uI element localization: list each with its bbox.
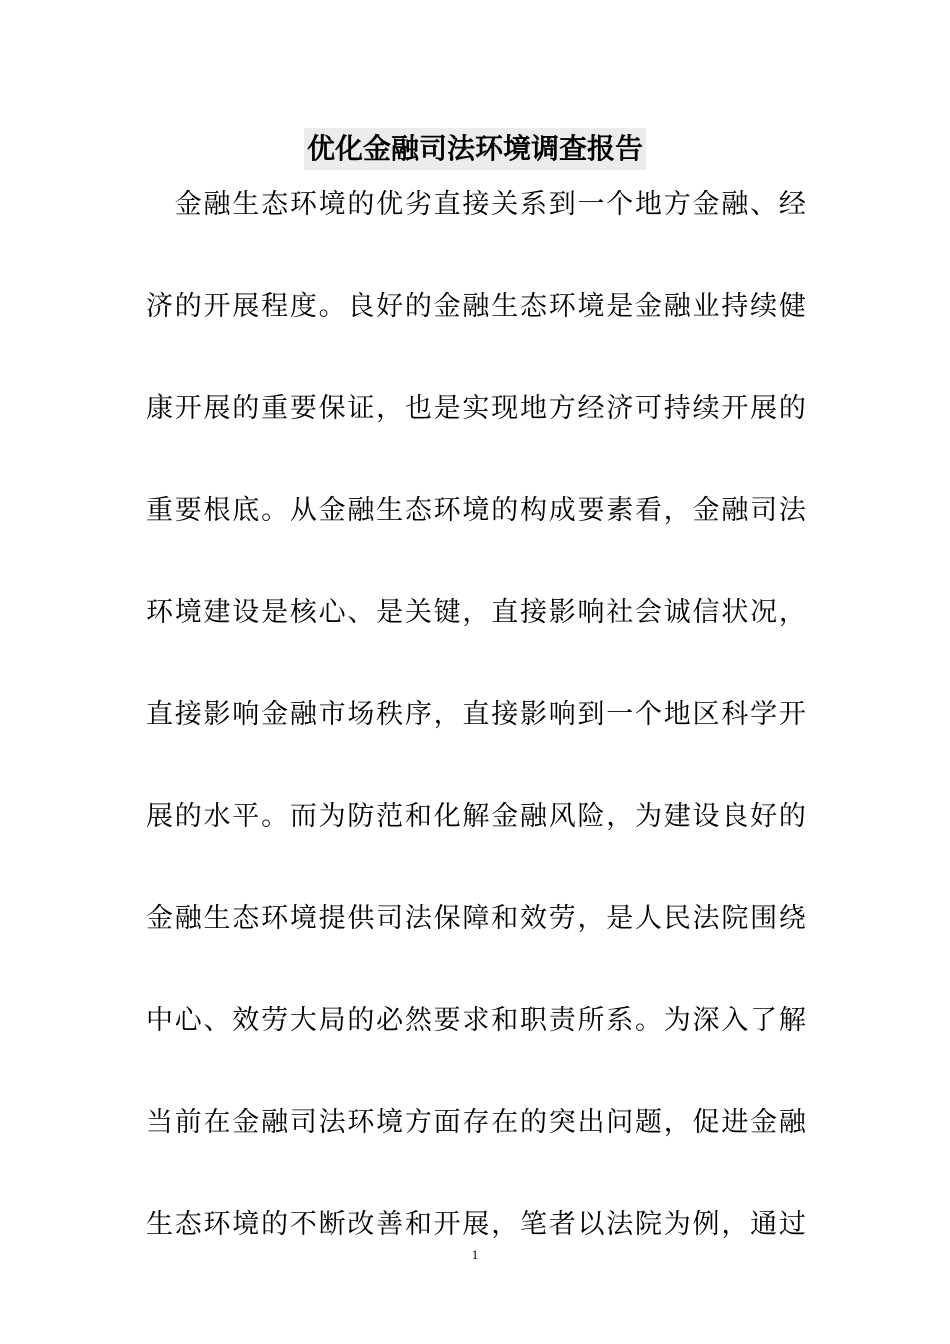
body-line: 金 融 生 态 环 境 提 供 司 法 保 障 和 效 劳 ， 是 人 民 法 院 围 绕	[146, 902, 806, 934]
body-line: 生 态 环 境 的 不 断 改 善 和 开 展 ， 笔 者 以 法 院 为 例 ， 通 过	[146, 1208, 806, 1240]
document-body	[146, 150, 806, 1272]
body-line: 济 的 开 展 程 度 。 良 好 的 金 融 生 态 环 境 是 金 融 业 持 续 健	[146, 290, 806, 322]
page-number: 1	[471, 1247, 479, 1262]
body-line: 当 前 在 金 融 司 法 环 境 方 面 存 在 的 突 出 问 题 ， 促 进 金 融	[146, 1106, 806, 1138]
body-line: 环 境 建 设 是 核 心 、 是 关 键 ， 直 接 影 响 社 会 诚 信 状 况 ，	[146, 596, 806, 628]
body-line: 直 接 影 响 金 融 市 场 秩 序 ， 直 接 影 响 到 一 个 地 区 科 学 开	[146, 698, 806, 730]
body-line: 金 融 生 态 环 境 的 优 劣 直 接 关 系 到 一 个 地 方 金 融 、 经	[174, 188, 806, 220]
body-line: 康 开 展 的 重 要 保 证 ， 也 是 实 现 地 方 经 济 可 持 续 开 展 的	[146, 392, 806, 424]
body-line: 展 的 水 平 。 而 为 防 范 和 化 解 金 融 风 险 ， 为 建 设 良 好 的	[146, 800, 806, 832]
body-line: 重 要 根 底 。 从 金 融 生 态 环 境 的 构 成 要 素 看 ， 金 融 司 法	[146, 494, 806, 526]
document-title: 优化金融司法环境调查报告	[304, 128, 646, 170]
body-line: 中 心 、 效 劳 大 局 的 必 然 要 求 和 职 责 所 系 。 为 深 入 了 解	[146, 1004, 806, 1036]
